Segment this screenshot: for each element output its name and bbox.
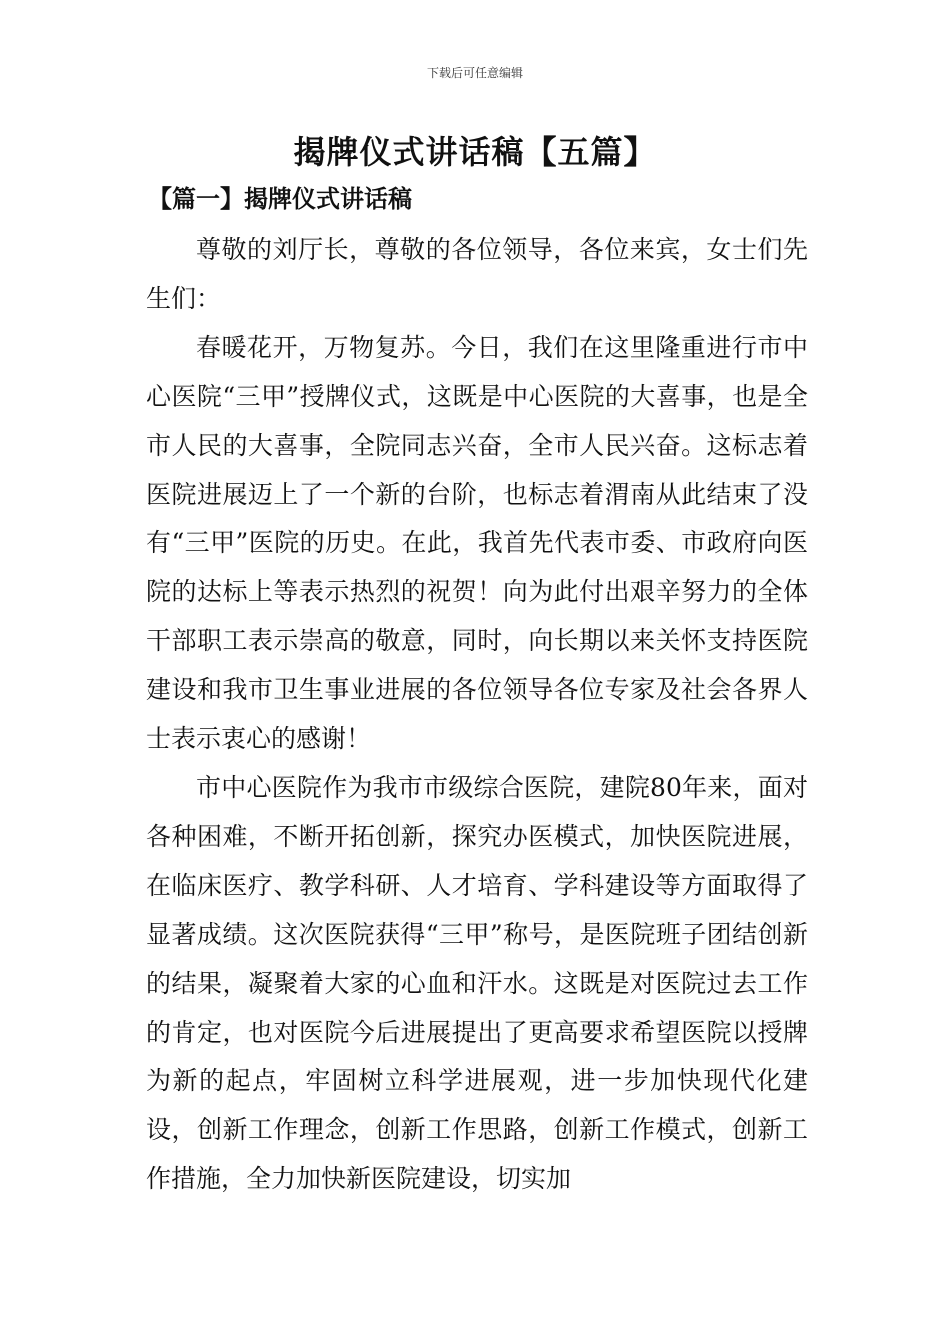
paragraph: 春暖花开，万物复苏。今日，我们在这里隆重进行市中心医院“三甲”授牌仪式，这既是中心医院的大喜事，也是全市人民的大喜事，全院同志兴奋，全市人民兴奋。这标志着医院进展迈上了一个新的台阶，也标志着渭南从此结束了没有“三甲”医院的历史。在此，我首先代表市委、市政府向医院的达标上等表示热烈的祝贺！向为此付出艰辛努力的全体干部职工表示崇高的敬意，同时，向长期以来关怀支持医院建设和我市卫生事业进展的各位领导各位专家及社会各界人士表示衷心的感谢！: [146, 332, 808, 754]
header-note: 下载后可任意编辑: [426, 66, 523, 80]
document-title: 揭牌仪式讲话稿【五篇】: [293, 133, 657, 171]
body-text: [146, 226, 808, 1204]
section-heading: 【篇一】揭牌仪式讲话稿: [148, 184, 412, 213]
paragraph: 尊敬的刘厅长，尊敬的各位领导，各位来宾，女士们先生们：: [146, 235, 808, 313]
paragraph: 市中心医院作为我市市级综合医院，建院80年来，面对各种困难，不断开拓创新，探究办医模式，加快医院进展，在临床医疗、教学科研、人才培育、学科建设等方面取得了显著成绩。这次医院获得“三甲”称号，是医院班子团结创新的结果，凝聚着大家的心血和汗水。这既是对医院过去工作的肯定，也对医院今后进展提出了更高要求希望医院以授牌为新的起点，牢固树立科学进展观，进一步加快现代化建设，创新工作理念，创新工作思路，创新工作模式，创新工作措施，全力加快新医院建设，切实加: [146, 772, 808, 1194]
